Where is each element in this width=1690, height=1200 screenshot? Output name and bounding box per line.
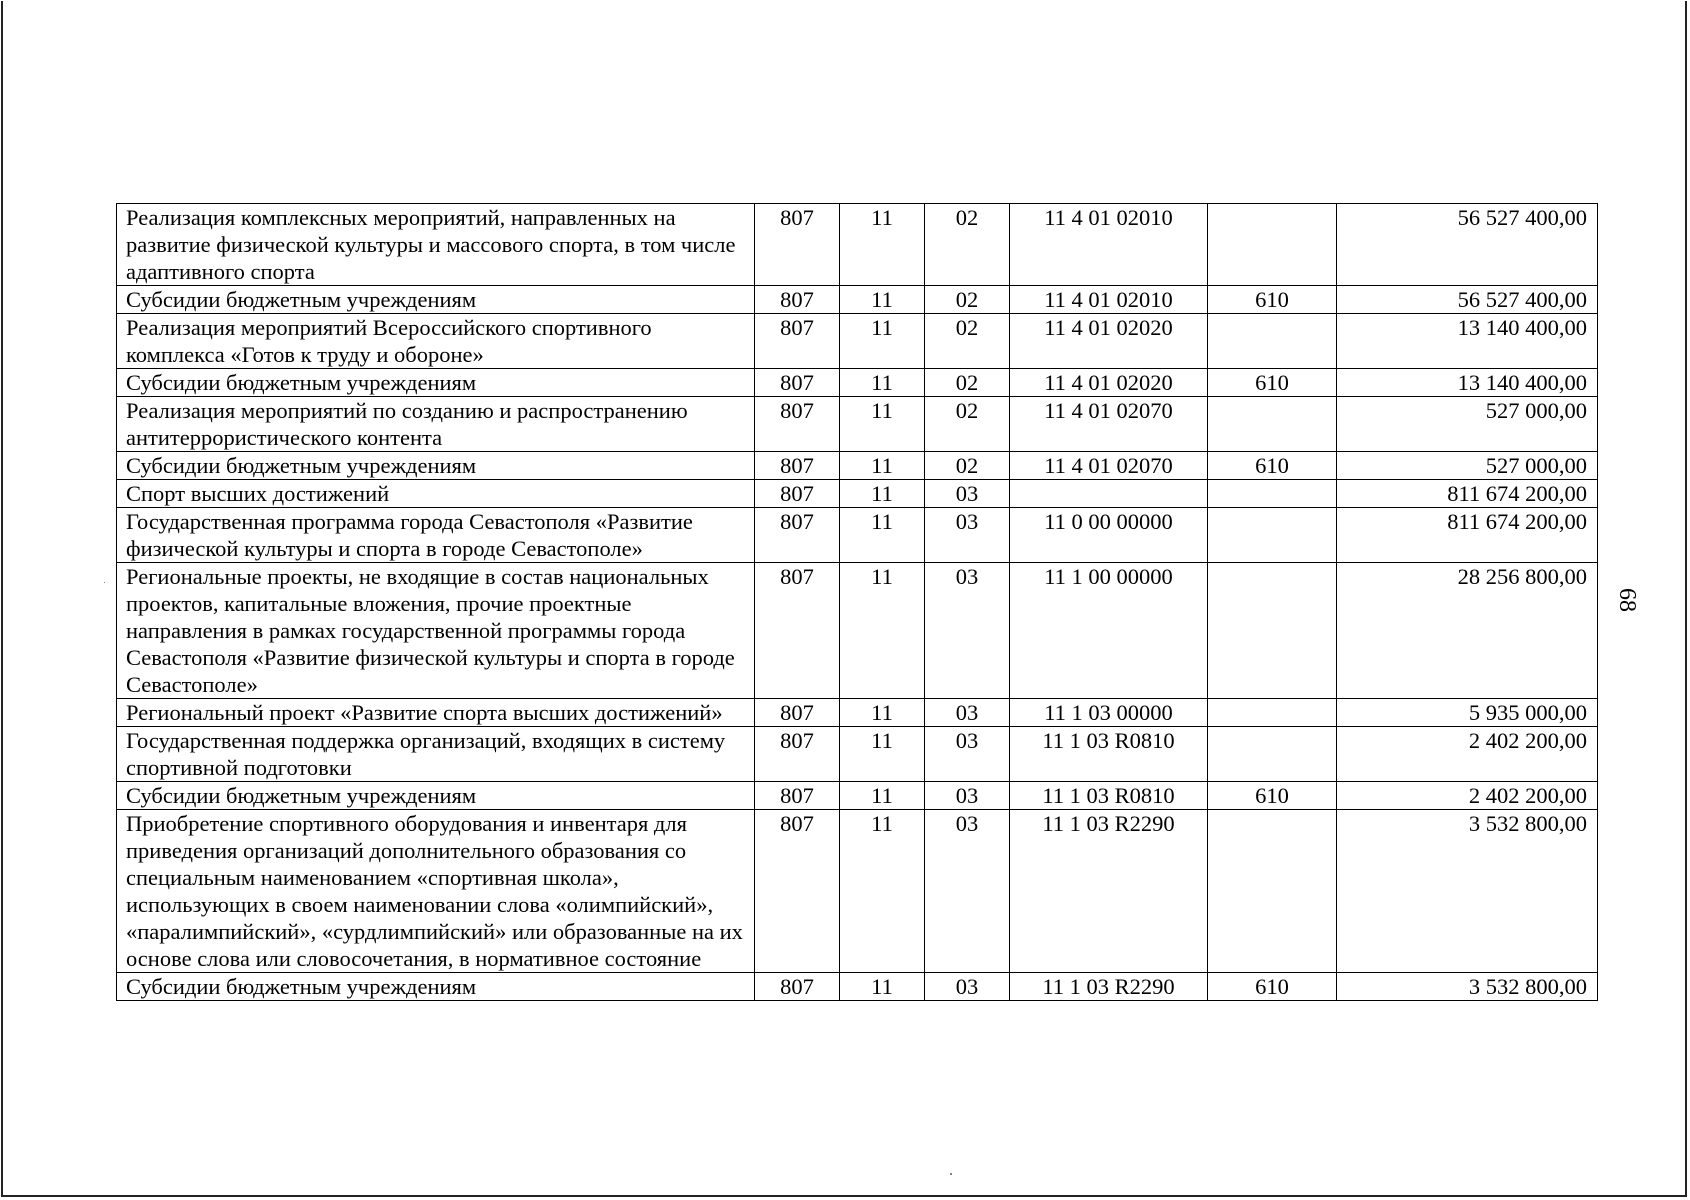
subsection-code-cell: 02 bbox=[925, 369, 1010, 397]
target-article-cell bbox=[1010, 480, 1208, 508]
page-number: 68 bbox=[1614, 588, 1640, 612]
expense-type-cell bbox=[1208, 563, 1337, 699]
target-article-cell: 11 1 03 R0810 bbox=[1010, 782, 1208, 810]
section-code-cell: 11 bbox=[840, 204, 925, 286]
target-article-cell: 11 4 01 02020 bbox=[1010, 369, 1208, 397]
table-row bbox=[117, 973, 1598, 1001]
amount-cell: 28 256 800,00 bbox=[1337, 563, 1598, 699]
row-name-cell: Субсидии бюджетным учреждениям bbox=[117, 286, 755, 314]
table-row bbox=[117, 480, 1598, 508]
ministry-code-cell: 807 bbox=[755, 452, 840, 480]
section-code-cell: 11 bbox=[840, 973, 925, 1001]
expense-type-cell: 610 bbox=[1208, 782, 1337, 810]
row-name-cell: Государственная поддержка организаций, входящих в систему спортивной подготовки bbox=[117, 727, 755, 782]
target-article-cell: 11 4 01 02070 bbox=[1010, 397, 1208, 452]
row-name-cell: Реализация комплексных мероприятий, направленных на развитие физической культуры и массового спорта, в том числе адаптивного спорта bbox=[117, 204, 755, 286]
expense-type-cell bbox=[1208, 810, 1337, 973]
subsection-code-cell: 02 bbox=[925, 204, 1010, 286]
ministry-code-cell: 807 bbox=[755, 973, 840, 1001]
subsection-code-cell: 02 bbox=[925, 314, 1010, 369]
ministry-code-cell: 807 bbox=[755, 314, 840, 369]
row-name-cell: Региональные проекты, не входящие в состав национальных проектов, капитальные вложения, прочие проектные направления в рамках государственной программы города Севастополя «Развитие физической культуры и спорта в городе Севастополе» bbox=[117, 563, 755, 699]
section-code-cell: 11 bbox=[840, 563, 925, 699]
row-name-cell: Субсидии бюджетным учреждениям bbox=[117, 452, 755, 480]
target-article-cell: 11 1 03 R2290 bbox=[1010, 810, 1208, 973]
table-row bbox=[117, 314, 1598, 369]
amount-cell: 527 000,00 bbox=[1337, 397, 1598, 452]
ministry-code-cell: 807 bbox=[755, 727, 840, 782]
table-row bbox=[117, 727, 1598, 782]
target-article-cell: 11 1 03 00000 bbox=[1010, 699, 1208, 727]
row-name-cell: Субсидии бюджетным учреждениям bbox=[117, 369, 755, 397]
amount-cell: 2 402 200,00 bbox=[1337, 782, 1598, 810]
ministry-code-cell: 807 bbox=[755, 810, 840, 973]
table-row bbox=[117, 286, 1598, 314]
scan-speck bbox=[104, 582, 105, 583]
target-article-cell: 11 4 01 02010 bbox=[1010, 286, 1208, 314]
expense-type-cell bbox=[1208, 314, 1337, 369]
expense-type-cell: 610 bbox=[1208, 452, 1337, 480]
ministry-code-cell: 807 bbox=[755, 563, 840, 699]
subsection-code-cell: 03 bbox=[925, 810, 1010, 973]
section-code-cell: 11 bbox=[840, 782, 925, 810]
ministry-code-cell: 807 bbox=[755, 699, 840, 727]
table-row bbox=[117, 204, 1598, 286]
subsection-code-cell: 02 bbox=[925, 286, 1010, 314]
ministry-code-cell: 807 bbox=[755, 204, 840, 286]
expense-type-cell bbox=[1208, 397, 1337, 452]
target-article-cell: 11 1 00 00000 bbox=[1010, 563, 1208, 699]
expense-type-cell bbox=[1208, 699, 1337, 727]
section-code-cell: 11 bbox=[840, 369, 925, 397]
amount-cell: 811 674 200,00 bbox=[1337, 508, 1598, 563]
subsection-code-cell: 03 bbox=[925, 563, 1010, 699]
table-row bbox=[117, 452, 1598, 480]
expense-type-cell bbox=[1208, 727, 1337, 782]
amount-cell: 811 674 200,00 bbox=[1337, 480, 1598, 508]
expense-type-cell: 610 bbox=[1208, 286, 1337, 314]
ministry-code-cell: 807 bbox=[755, 480, 840, 508]
section-code-cell: 11 bbox=[840, 699, 925, 727]
amount-cell: 56 527 400,00 bbox=[1337, 286, 1598, 314]
expense-type-cell: 610 bbox=[1208, 369, 1337, 397]
subsection-code-cell: 02 bbox=[925, 452, 1010, 480]
table-row bbox=[117, 369, 1598, 397]
section-code-cell: 11 bbox=[840, 314, 925, 369]
subsection-code-cell: 03 bbox=[925, 727, 1010, 782]
subsection-code-cell: 03 bbox=[925, 480, 1010, 508]
subsection-code-cell: 02 bbox=[925, 397, 1010, 452]
expense-type-cell bbox=[1208, 508, 1337, 563]
ministry-code-cell: 807 bbox=[755, 286, 840, 314]
expense-type-cell bbox=[1208, 480, 1337, 508]
amount-cell: 13 140 400,00 bbox=[1337, 369, 1598, 397]
section-code-cell: 11 bbox=[840, 286, 925, 314]
section-code-cell: 11 bbox=[840, 727, 925, 782]
amount-cell: 3 532 800,00 bbox=[1337, 810, 1598, 973]
table-row bbox=[117, 782, 1598, 810]
amount-cell: 13 140 400,00 bbox=[1337, 314, 1598, 369]
expense-type-cell bbox=[1208, 204, 1337, 286]
row-name-cell: Реализация мероприятий по созданию и распространению антитеррористического контента bbox=[117, 397, 755, 452]
ministry-code-cell: 807 bbox=[755, 397, 840, 452]
subsection-code-cell: 03 bbox=[925, 782, 1010, 810]
section-code-cell: 11 bbox=[840, 452, 925, 480]
row-name-cell: Субсидии бюджетным учреждениям bbox=[117, 782, 755, 810]
target-article-cell: 11 4 01 02020 bbox=[1010, 314, 1208, 369]
table-row bbox=[117, 397, 1598, 452]
target-article-cell: 11 1 03 R2290 bbox=[1010, 973, 1208, 1001]
table-row bbox=[117, 508, 1598, 563]
row-name-cell: Государственная программа города Севастополя «Развитие физической культуры и спорта в городе Севастополе» bbox=[117, 508, 755, 563]
section-code-cell: 11 bbox=[840, 810, 925, 973]
amount-cell: 527 000,00 bbox=[1337, 452, 1598, 480]
subsection-code-cell: 03 bbox=[925, 699, 1010, 727]
subsection-code-cell: 03 bbox=[925, 508, 1010, 563]
row-name-cell: Субсидии бюджетным учреждениям bbox=[117, 973, 755, 1001]
ministry-code-cell: 807 bbox=[755, 508, 840, 563]
table-body bbox=[117, 204, 1598, 1001]
amount-cell: 3 532 800,00 bbox=[1337, 973, 1598, 1001]
section-code-cell: 11 bbox=[840, 397, 925, 452]
row-name-cell: Спорт высших достижений bbox=[117, 480, 755, 508]
amount-cell: 56 527 400,00 bbox=[1337, 204, 1598, 286]
section-code-cell: 11 bbox=[840, 508, 925, 563]
target-article-cell: 11 0 00 00000 bbox=[1010, 508, 1208, 563]
subsection-code-cell: 03 bbox=[925, 973, 1010, 1001]
table-row bbox=[117, 563, 1598, 699]
budget-table bbox=[116, 203, 1598, 1001]
row-name-cell: Приобретение спортивного оборудования и инвентаря для приведения организаций дополнительного образования со специальным наименованием «спортивная школа», использующих в своем наименовании слова «олимпийский», «паралимпийский», «сурдлимпийский» или образованные на их основе слова или словосочетания, в нормативное состояние bbox=[117, 810, 755, 973]
scan-speck bbox=[950, 1173, 952, 1175]
target-article-cell: 11 4 01 02070 bbox=[1010, 452, 1208, 480]
row-name-cell: Реализация мероприятий Всероссийского спортивного комплекса «Готов к труду и обороне» bbox=[117, 314, 755, 369]
ministry-code-cell: 807 bbox=[755, 782, 840, 810]
table-row bbox=[117, 699, 1598, 727]
target-article-cell: 11 4 01 02010 bbox=[1010, 204, 1208, 286]
target-article-cell: 11 1 03 R0810 bbox=[1010, 727, 1208, 782]
amount-cell: 5 935 000,00 bbox=[1337, 699, 1598, 727]
row-name-cell: Региональный проект «Развитие спорта высших достижений» bbox=[117, 699, 755, 727]
expense-type-cell: 610 bbox=[1208, 973, 1337, 1001]
section-code-cell: 11 bbox=[840, 480, 925, 508]
table-row bbox=[117, 810, 1598, 973]
ministry-code-cell: 807 bbox=[755, 369, 840, 397]
amount-cell: 2 402 200,00 bbox=[1337, 727, 1598, 782]
